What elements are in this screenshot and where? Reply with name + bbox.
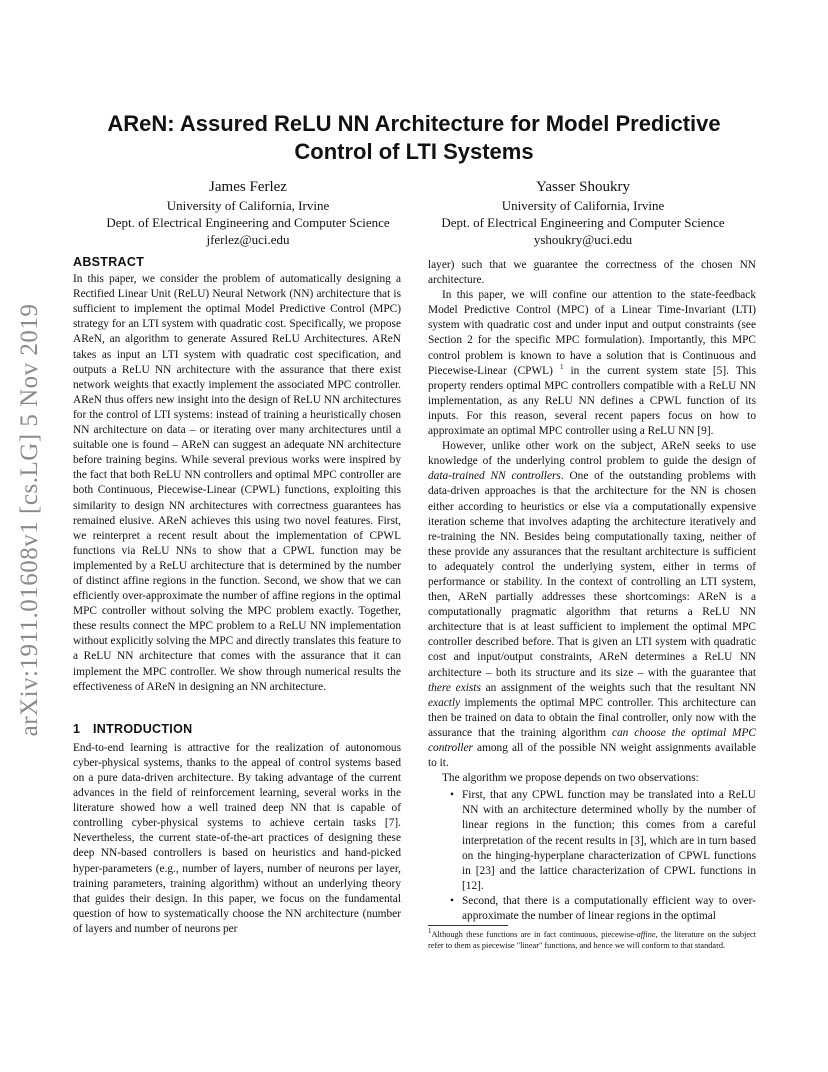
footnote: $^1$Although these functions are in fact continuous, piecewise-affine, the literature on the subject refer to them as piecewise "linear" functions, and hence we will conform to that standard. [428, 925, 756, 951]
list-item: • Second, that there is a computationally efficient way to over-approximate the number of linear regions in the optimal [428, 894, 756, 924]
footnote-marker: 1 [559, 362, 564, 371]
author-block-2 [413, 178, 753, 248]
section-number: 1 [73, 721, 81, 736]
abstract-text: In this paper, we consider the problem of automatically designing a Rectified Linear Unit (ReLU) Neural Network (NN) architecture that is sufficient to implement the optimal Model Predictive Control (MPC) strategy for an LTI system with quadratic cost. Specifically, we propose AReN, an algorithm to generate Assured ReLU Architectures. AReN takes as input an LTI system with quadratic cost specification, and outputs a ReLU NN architecture with the assurance that there exist network weights that exactly implement the associated MPC controller. AReN thus offers new insight into the design of ReLU NN architectures for the control of LTI systems: instead of training a heuristically chosen NN architecture on data – or iterating over many architectures until a suitable one is found – AReN can suggest an adequate NN architecture before training begins. While several previous works were inspired by the fact that both ReLU NN controllers and optimal MPC controller are both Continuous, Piecewise-Linear (CPWL) functions, exploiting this similarity to design NN architectures with correctness guarantees has remained elusive. AReN achieves this using two novel features. First, we reinterpret a recent result about the implementation of CPWL functions via ReLU NNs to show that a CPWL function may be implemented by a ReLU architecture that is determined by the number of distinct affine regions in the function. Second, we show that we can efficiently over-approximate the number of affine regions in the optimal MPC controller without solving the MPC problem exactly. Together, these results connect the MPC problem to a ReLU NN implementation without explicitly solving the MPC and directly translates this feature to a ReLU NN architecture that comes with the assurance that it can implement the MPC controller. We show through numerical results the effectiveness of AReN in designing an NN architecture. [73, 273, 401, 693]
author-affiliation: University of California, Irvine [166, 198, 330, 213]
footnote-number: 1 [428, 927, 432, 936]
arxiv-identifier: arXiv:1911.01608v1 [cs.LG] 5 Nov 2019 [16, 303, 43, 737]
right-column [428, 258, 756, 924]
left-column [73, 255, 401, 937]
intro-paragraph-4: The algorithm we propose depends on two observations: [442, 772, 699, 785]
intro-paragraph-2: In this paper, we will confine our attention to the state-feedback Model Predictive Control (MPC) of a Linear Time-Invariant (LTI) system with quadratic cost and under input and output constraints (see Section 2 for the specific MPC formulation). Importantly, this MPC control problem is known to have a solution that is Continuous and Piecewise-Linear (CPWL) $^1$ in the current system state [5]. This property renders optimal MPC controllers compatible with a ReLU NN implementation, as any ReLU NN defines a CPWL function of its inputs. For this reason, several recent papers focus on how to approximate an optimal MPC controller using a ReLU NN [9]. [428, 289, 756, 438]
author-department: Dept. of Electrical Engineering and Computer Science [106, 215, 390, 230]
abstract-heading: ABSTRACT [73, 255, 145, 269]
arxiv-stamp [8, 290, 52, 750]
author-affiliation: University of California, Irvine [501, 198, 665, 213]
footnote-rule [428, 925, 508, 926]
author-name: James Ferlez [209, 179, 287, 195]
intro-paragraph-3: However, unlike other work on the subject, AReN seeks to use knowledge of the underlying control problem to guide the design of data-trained NN controllers. One of the outstanding problems with data-driven approaches is that the architecture for the NN is chosen either according to heuristics or else via a computationally expensive iteration scheme that involves adapting the architecture iteratively and re-training the NN. Besides being computationally taxing, neither of these provide any assurances that the resultant architecture is sufficient to adequately control the underlying system, either in terms of performance or stability. In the context of controlling an LTI system, then, AReN partially addresses these shortcomings: AReN is a computationally pragmatic algorithm that returns a ReLU NN architecture that is at least sufficient to implement the optimal MPC controller described before. That is given an LTI system with quadratic cost and input/output constraints, AReN determines a ReLU NN architecture – both its structure and its size – with the guarantee that there exists an assignment of the weights such that the resultant NN exactly implements the optimal MPC controller. This architecture can then be trained on data to obtain the final controller, only now with the assurance that the training algorithm can choose the optimal MPC controller among all of the possible NN weight assignments available to it. [428, 440, 756, 770]
section-title: INTRODUCTION [93, 721, 193, 736]
intro-paragraph-1-continued: layer) such that we guarantee the correctness of the chosen NN architecture. [428, 259, 756, 287]
title-line-1: AReN: Assured ReLU NN Architecture for Model Predictive [107, 111, 721, 136]
author-block-1 [78, 178, 418, 248]
paper-title [60, 110, 768, 166]
author-department: Dept. of Electrical Engineering and Computer Science [441, 215, 725, 230]
introduction-heading [73, 722, 401, 737]
author-name: Yasser Shoukry [536, 179, 630, 195]
author-email: jferlez@uci.edu [206, 232, 290, 247]
intro-paragraph-1: End-to-end learning is attractive for the realization of autonomous cyber-physical systems, thanks to the appeal of control systems based on a pure data-driven architecture. By taking advantage of the current advances in the field of reinforcement learning, several works in the literature showed how a well trained deep NN that is capable of controlling cyber-physical systems to achieve certain tasks [7]. Nevertheless, the current state-of-the-art practices of designing these deep NN-based controllers is based on heuristics and hand-picked hyper-parameters (e.g., number of layers, number of neurons per layer, training parameters, training algorithm) without an underlying theory that guides their design. In this paper, we focus on the fundamental question of how to systematically choose the NN architecture (number of layers and number of neurons per [73, 741, 401, 935]
list-item: • First, that any CPWL function may be translated into a ReLU NN with an architecture determined wholly by the number of linear regions in the function; this comes from a careful interpretation of the recent results in [3], which are in turn based on the hinging-hyperplane characterization of CPWL functions in [23] and the lattice characterization of CPWL functions in [12]. [428, 788, 756, 894]
observations-list [428, 788, 756, 924]
title-line-2: Control of LTI Systems [294, 139, 534, 164]
author-email: yshoukry@uci.edu [533, 232, 633, 247]
